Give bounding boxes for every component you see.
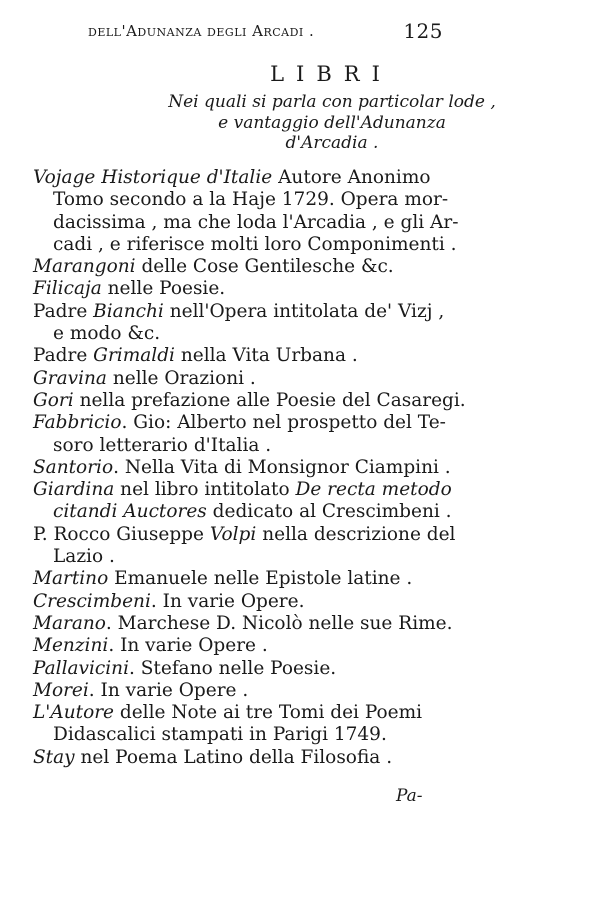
italic-text: Marangoni bbox=[33, 256, 136, 278]
entry-line bbox=[33, 389, 466, 412]
book-entry bbox=[33, 278, 443, 300]
italic-text: L'Autore bbox=[33, 702, 115, 724]
italic-text: Gravina bbox=[33, 367, 107, 389]
section-subtitle-line: e vantaggio dell'Adunanza bbox=[218, 113, 446, 133]
text: nel Poema Latino della Filosofia . bbox=[74, 746, 393, 768]
text: . Marchese D. Nicolò nelle sue Rime. bbox=[105, 612, 453, 634]
entry-line bbox=[33, 658, 443, 680]
text: dacissima , ma che loda l'Arcadia , e gli Ar- bbox=[53, 211, 459, 233]
running-head bbox=[88, 19, 443, 43]
text: . In varie Opere . bbox=[88, 679, 249, 701]
text: nella Vita Urbana . bbox=[174, 345, 358, 367]
text: nell'Opera intitolata de' Vizj , bbox=[163, 300, 445, 322]
italic-text: Marano bbox=[33, 612, 106, 634]
text: delle Cose Gentilesche &c. bbox=[135, 256, 394, 278]
entry-line bbox=[33, 612, 453, 635]
italic-text: Morei bbox=[33, 679, 89, 701]
italic-text: Giardina bbox=[33, 479, 115, 501]
book-entry bbox=[33, 167, 459, 256]
entry-continuation-line bbox=[33, 323, 443, 345]
section-title: LIBRI bbox=[270, 62, 392, 86]
entry-continuation-line bbox=[33, 189, 449, 211]
text: Padre bbox=[33, 300, 94, 322]
italic-text: Fabbricio bbox=[33, 412, 122, 434]
entry-line bbox=[33, 167, 443, 189]
running-head-title: dell'Adunanza degli Arcadi . bbox=[88, 22, 315, 40]
book-entry bbox=[33, 479, 452, 524]
italic-text: Martino bbox=[33, 568, 109, 590]
entry-line bbox=[33, 635, 443, 657]
book-entry bbox=[33, 301, 443, 346]
section-subtitle-line: d'Arcadia . bbox=[285, 133, 379, 153]
entry-line bbox=[33, 256, 443, 278]
text: cadi , e riferisce molti loro Componimenti . bbox=[53, 233, 457, 255]
text: . Gio: Alberto nel prospetto del Te- bbox=[121, 412, 446, 434]
italic-text: Volpi bbox=[209, 523, 257, 545]
entry-line bbox=[33, 278, 443, 300]
text: Padre bbox=[33, 345, 94, 367]
text: P. Rocco Giuseppe bbox=[33, 523, 210, 545]
entry-continuation-line bbox=[33, 546, 443, 568]
text: Didascalici stampati in Parigi 1749. bbox=[53, 724, 387, 746]
italic-text: Gori bbox=[33, 389, 74, 411]
text: e modo &c. bbox=[53, 323, 161, 345]
text: Tomo secondo a la Haje 1729. Opera mor- bbox=[53, 189, 449, 211]
text: nelle Orazioni . bbox=[106, 367, 256, 389]
book-entry bbox=[33, 747, 443, 769]
italic-text: Menzini bbox=[33, 635, 109, 657]
entry-line bbox=[33, 456, 451, 479]
entry-line bbox=[33, 479, 452, 501]
text: soro letterario d'Italia . bbox=[53, 434, 272, 456]
book-entry bbox=[33, 680, 443, 702]
entry-line bbox=[33, 345, 443, 367]
italic-text: Stay bbox=[33, 746, 75, 768]
entry-line bbox=[33, 568, 443, 590]
text: nel libro intitolato bbox=[114, 479, 296, 501]
text: . In varie Opere . bbox=[108, 635, 268, 657]
entry-continuation-line bbox=[33, 501, 452, 523]
book-entry bbox=[33, 658, 443, 680]
text: Emanuele nelle Epistole latine . bbox=[108, 568, 413, 590]
book-entry bbox=[33, 635, 443, 657]
entry-line bbox=[33, 591, 443, 613]
text: Autore Anonimo bbox=[272, 167, 431, 188]
italic-text: Santorio bbox=[33, 456, 114, 478]
text: . In varie Opere. bbox=[150, 590, 305, 612]
italic-text: citandi Auctores bbox=[53, 501, 207, 523]
entry-continuation-line bbox=[33, 724, 443, 746]
entry-line bbox=[33, 702, 443, 724]
text: . Nella Vita di Monsignor Ciampini . bbox=[113, 456, 451, 478]
entry-line bbox=[33, 368, 443, 390]
entry-continuation-line bbox=[33, 435, 443, 457]
page-number: 125 bbox=[403, 19, 443, 43]
entry-continuation-line bbox=[33, 233, 457, 256]
entry-line bbox=[33, 301, 443, 323]
text: delle Note ai tre Tomi dei Poemi bbox=[114, 702, 423, 724]
section-subtitle-line: Nei quali si parla con particolar lode , bbox=[168, 92, 496, 112]
text: . Stefano nelle Poesie. bbox=[129, 657, 337, 679]
entry-continuation-line bbox=[33, 211, 459, 234]
catchword: Pa- bbox=[396, 786, 423, 806]
book-entry bbox=[33, 368, 443, 390]
entry-line bbox=[33, 747, 443, 769]
book-entry bbox=[33, 345, 443, 367]
book-entry bbox=[33, 523, 456, 569]
book-entry bbox=[33, 702, 443, 747]
entry-line bbox=[33, 412, 446, 434]
book-entry bbox=[33, 412, 446, 457]
italic-text: Pallavicini bbox=[33, 657, 129, 679]
book-entry bbox=[33, 256, 443, 278]
book-entry bbox=[33, 591, 443, 613]
book-entry bbox=[33, 612, 453, 635]
text: nelle Poesie. bbox=[101, 278, 226, 300]
book-list bbox=[33, 167, 466, 769]
book-entry bbox=[33, 456, 451, 479]
italic-text: Crescimbeni bbox=[33, 590, 151, 612]
text: nella descrizione del bbox=[256, 523, 456, 545]
italic-text: De recta metodo bbox=[295, 479, 452, 501]
italic-text: Vojage Historique d'Italie bbox=[33, 167, 273, 188]
book-entry bbox=[33, 568, 443, 590]
entry-line bbox=[33, 523, 456, 546]
italic-text: Filicaja bbox=[33, 278, 102, 300]
italic-text: Grimaldi bbox=[93, 345, 175, 367]
entry-line bbox=[33, 680, 443, 702]
text: Lazio . bbox=[53, 546, 115, 568]
text: nella prefazione alle Poesie del Casaregi. bbox=[73, 389, 466, 411]
text: dedicato al Crescimbeni . bbox=[206, 501, 452, 523]
book-entry bbox=[33, 389, 466, 412]
italic-text: Bianchi bbox=[93, 300, 164, 322]
